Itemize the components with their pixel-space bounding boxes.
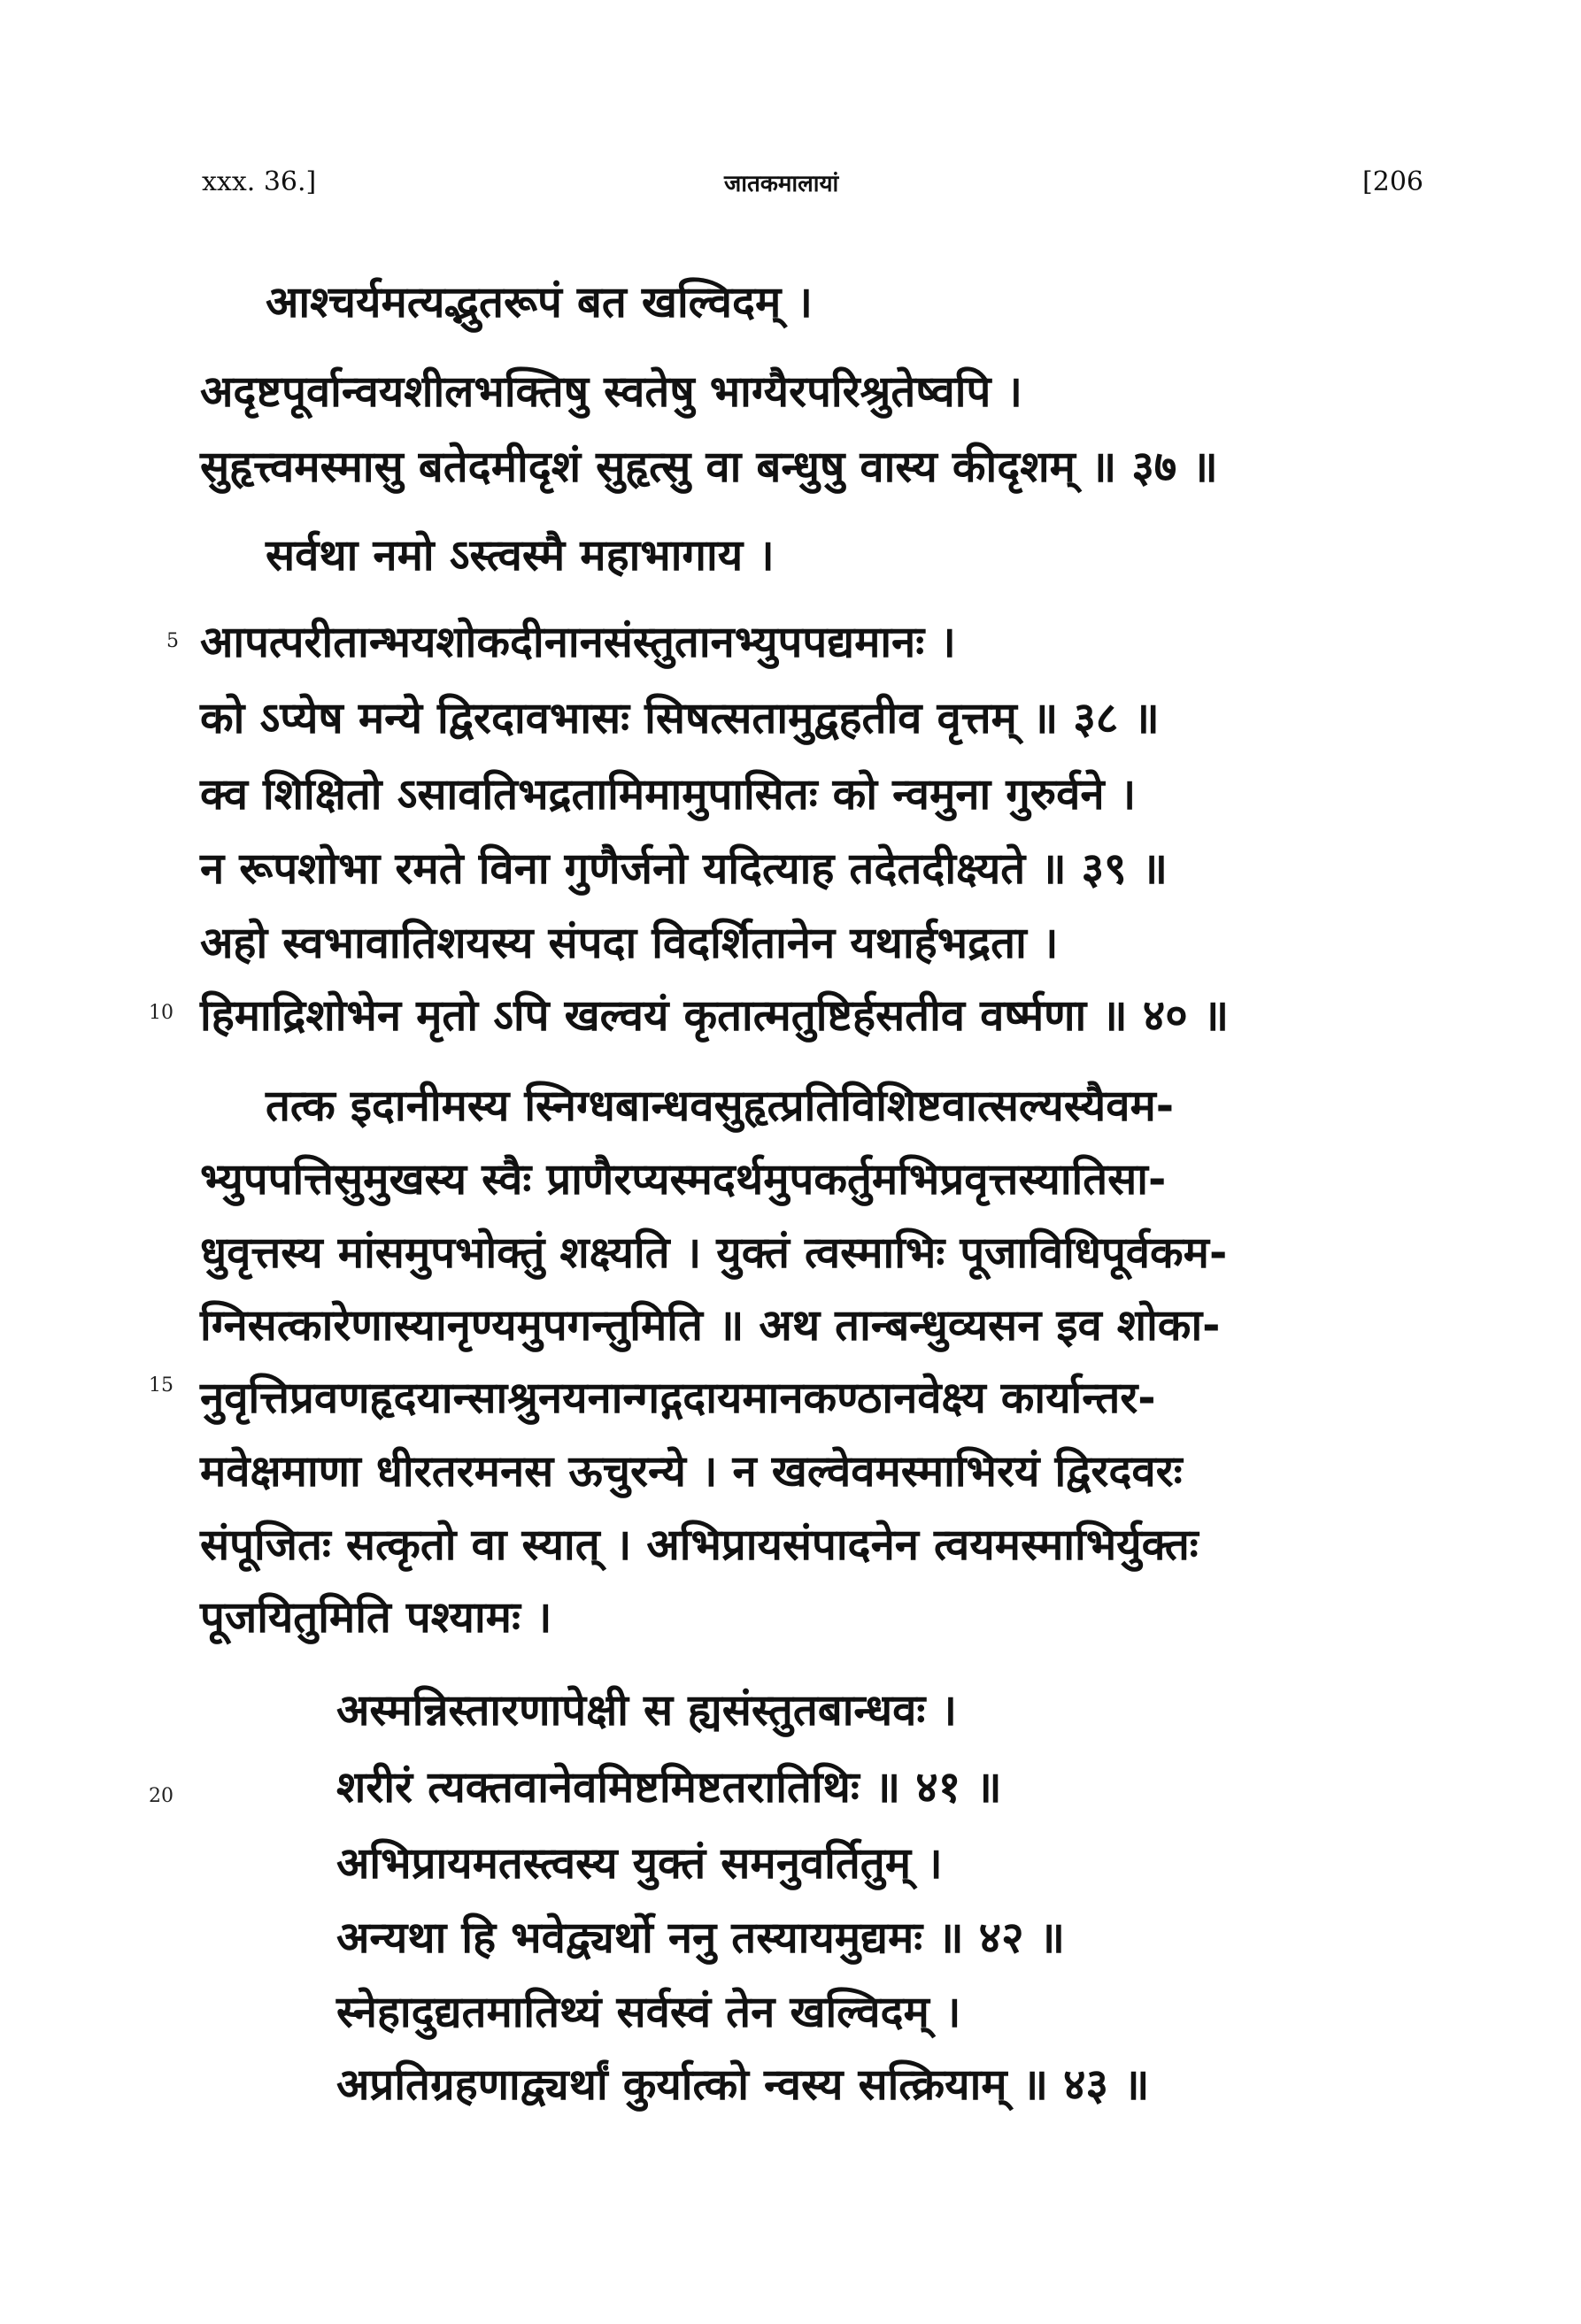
verse-line: अप्रतिग्रहणाद्व्यर्थां कुर्यात्को न्वस्य सत्क्रियाम् ॥ ४३ ॥ xyxy=(336,2059,1150,2110)
verse-line: को ऽप्येष मन्ये द्विरदावभासः सिषत्सतामुद्वहतीव वृत्तम् ॥ ३८ ॥ xyxy=(200,693,1160,743)
running-header xyxy=(202,166,1441,211)
prose-line: मवेक्षमाणा धीरतरमनस ऊचुरन्ये । न खल्वेवमस्माभिरयं द्विरदवरः xyxy=(200,1446,1183,1497)
prose-line: ग्निसत्कारेणास्यानृण्यमुपगन्तुमिति ॥ अथ तान्बन्धुव्यसन इव शोका- xyxy=(200,1300,1221,1351)
prose-line: संपूजितः सत्कृतो वा स्यात् । अभिप्रायसंपादनेन त्वयमस्माभिर्युक्तः xyxy=(200,1520,1199,1570)
page-number: [206 xyxy=(1362,166,1423,197)
verse-line: न रूपशोभा रमते विना गुणैर्जनो यदित्याह तदेतदीक्ष्यते ॥ ३९ ॥ xyxy=(200,843,1168,894)
verse-line: अन्यथा हि भवेद्व्यर्थो ननु तस्यायमुद्यमः ॥ ४२ ॥ xyxy=(336,1912,1066,1963)
verse-line: स्नेहादुद्यतमातिथ्यं सर्वस्वं तेन खल्विदम् । xyxy=(336,1987,961,2037)
chapter-verse-reference: xxx. 36.] xyxy=(202,166,317,197)
line-number-20: 20 xyxy=(149,1785,174,1807)
line-number-10: 10 xyxy=(149,1002,174,1024)
verse-line: क्व शिक्षितो ऽसावतिभद्रतामिमामुपासितः को न्वमुना गुरुर्वने । xyxy=(200,769,1137,820)
verse-line: आश्चर्यमत्यद्भुतरूपं बत खल्विदम् । xyxy=(266,277,813,327)
prose-line: तत्क इदानीमस्य स्निग्धबान्धवसुहृत्प्रतिविशिष्टवात्सल्यस्यैवम- xyxy=(266,1081,1175,1131)
line-number-15: 15 xyxy=(149,1374,174,1397)
verse-line: अभिप्रायमतस्त्वस्य युक्तं समनुवर्तितुम् । xyxy=(336,1838,943,1889)
verse-line: शरीरं त्यक्तवानेवमिष्टमिष्टतरातिथिः ॥ ४१ ॥ xyxy=(336,1762,1002,1812)
prose-line: सर्वथा नमो ऽस्त्वस्मै महाभागाय । xyxy=(266,530,775,581)
prose-line: भ्युपपत्तिसुमुखस्य स्वैः प्राणैरप्यस्मदर्थमुपकर्तुमभिप्रवृत्तस्यातिसा- xyxy=(200,1154,1167,1204)
verse-line: हिमाद्रिशोभेन मृतो ऽपि खल्वयं कृतात्मतुष्टिर्हसतीव वर्ष्मणा ॥ ४० ॥ xyxy=(200,990,1230,1041)
verse-line: सुहृत्त्वमस्मासु बतेदमीदृशं सुहृत्सु वा बन्धुषु वास्य कीदृशम् ॥ ३७ ॥ xyxy=(200,442,1218,492)
verse-line: अहो स्वभावातिशयस्य संपदा विदर्शितानेन यथार्हभद्रता । xyxy=(200,918,1059,968)
prose-line: धुवृत्तस्य मांसमुपभोक्तुं शक्ष्यति । युक्तं त्वस्माभिः पूजाविधिपूर्वकम- xyxy=(200,1227,1228,1278)
prose-line: नुवृत्तिप्रवणहृदयान्साश्रुनयनान्गद्गदायमानकण्ठानवेक्ष्य कार्यान्तर- xyxy=(200,1373,1156,1423)
prose-line: पूजयितुमिति पश्यामः । xyxy=(200,1592,552,1643)
line-number-5: 5 xyxy=(166,630,179,652)
verse-line: अस्मन्निस्तारणापेक्षी स ह्यसंस्तुतबान्धवः । xyxy=(336,1685,957,1735)
verse-line: अदृष्टपूर्वान्वयशीलभक्तिषु स्वतेषु भाग्यैरपरिश्रुतेष्वपि । xyxy=(200,366,1022,417)
verse-line: आपत्परीतान्भयशोकदीनानसंस्तुतानभ्युपपद्यमानः । xyxy=(200,617,956,667)
running-title: जातकमालायां xyxy=(724,171,839,197)
